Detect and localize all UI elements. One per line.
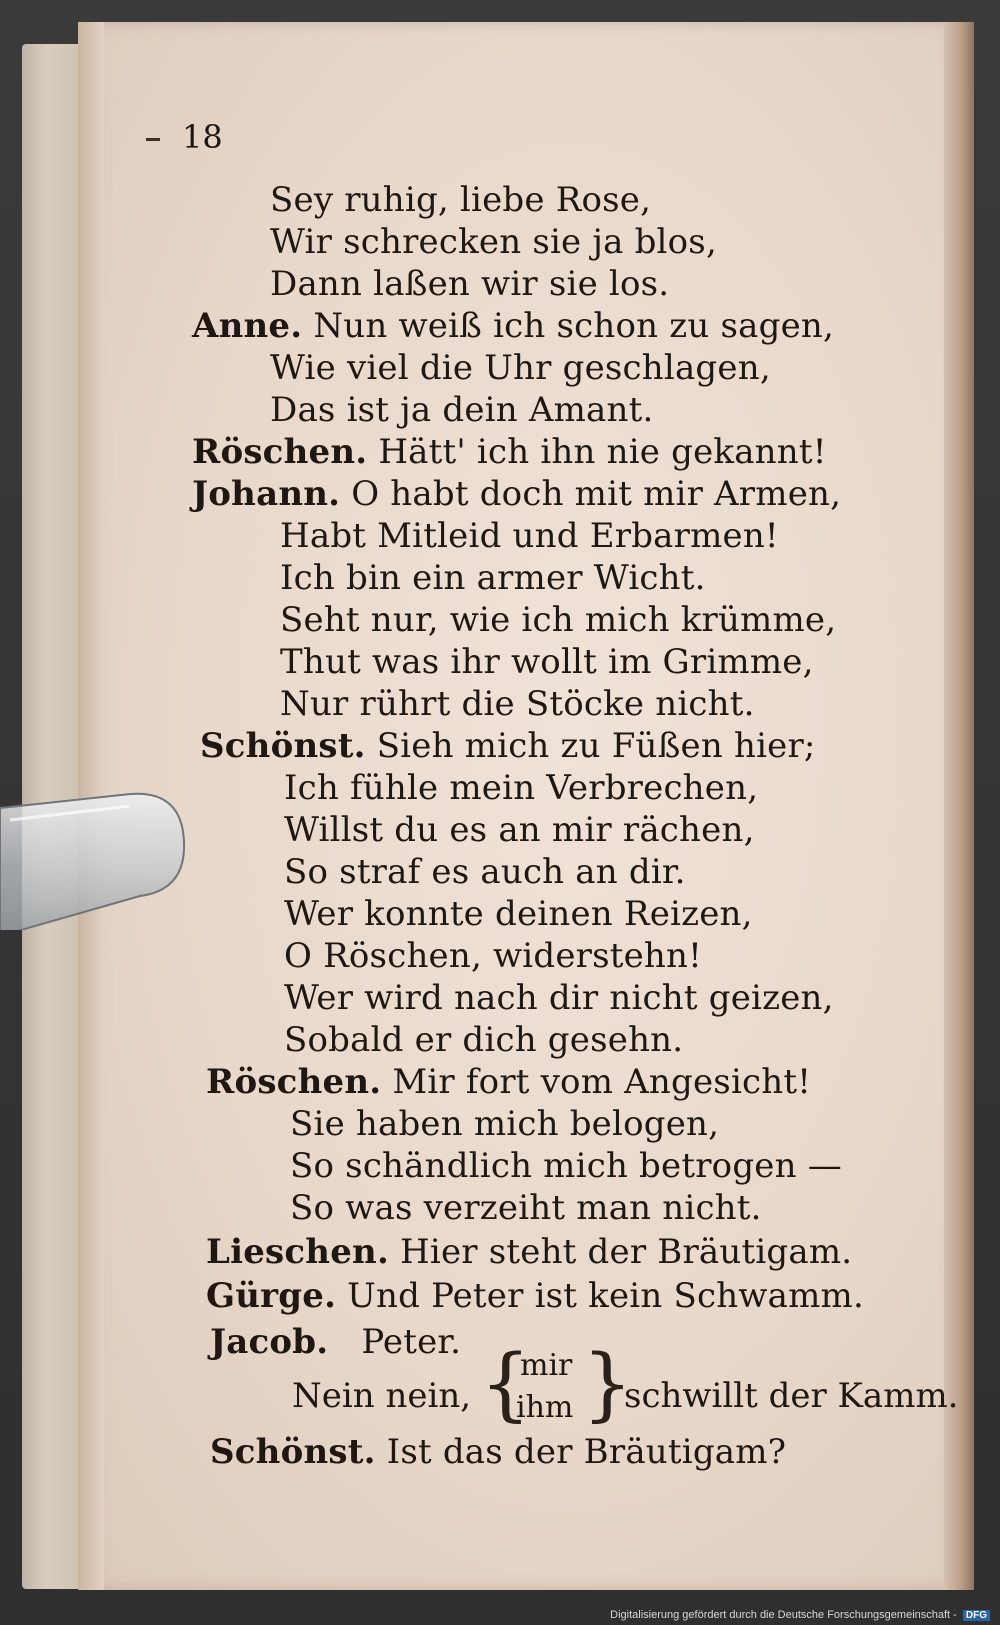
- verse-line: [284, 1020, 683, 1060]
- line-text: Hier steht der Bräutigam.: [400, 1232, 853, 1272]
- page-holder-clip: [0, 790, 186, 930]
- line-text: So schändlich mich betrogen —: [290, 1146, 842, 1186]
- line-text: Wir schrecken sie ja blos,: [270, 222, 717, 262]
- verse-line: [206, 1232, 852, 1272]
- line-text: Thut was ihr wollt im Grimme,: [280, 642, 814, 682]
- verse-line: [290, 1188, 762, 1228]
- verse-line: [192, 474, 841, 514]
- line-text: O habt doch mit mir Armen,: [351, 474, 842, 514]
- right-brace: }: [582, 1337, 633, 1430]
- line-text: Habt Mitleid und Erbarmen!: [280, 516, 779, 556]
- speaker-name: Röschen.: [206, 1062, 382, 1102]
- line-text: Wer konnte deinen Reizen,: [284, 894, 753, 934]
- line-text: Wer wird nach dir nicht geizen,: [284, 978, 834, 1018]
- verse-line: [280, 684, 755, 724]
- speaker-name: Gürge.: [206, 1276, 337, 1316]
- verse-line: [284, 936, 702, 976]
- line-text: So was verzeiht man nicht.: [290, 1188, 762, 1228]
- verse-line: [270, 264, 669, 304]
- verse-line: [280, 516, 779, 556]
- verse-line: [270, 348, 771, 388]
- speaker-name: Johann.: [192, 474, 341, 514]
- verse-line: [284, 810, 755, 850]
- verse-line: [200, 726, 816, 766]
- speaker-name: Anne.: [192, 306, 303, 346]
- line-text: Ich bin ein armer Wicht.: [280, 558, 706, 598]
- verse-line: [284, 894, 753, 934]
- verse-line: [280, 558, 706, 598]
- speaker-name: Lieschen.: [206, 1232, 390, 1272]
- line-text: Peter.: [361, 1322, 462, 1362]
- speaker-name: Schönst.: [210, 1432, 376, 1472]
- line-text: Nur rührt die Stöcke nicht.: [280, 684, 755, 724]
- verse-line: [280, 600, 836, 640]
- brace-option-bottom: ihm: [516, 1390, 574, 1425]
- line-text: Sie haben mich belogen,: [290, 1104, 720, 1144]
- verse-line: [284, 978, 834, 1018]
- left-brace: {: [480, 1337, 531, 1430]
- dfg-badge: DFG: [963, 1610, 990, 1621]
- line-text: Seht nur, wie ich mich krümme,: [280, 600, 837, 640]
- verse-line: [290, 1104, 719, 1144]
- speaker-name: Röschen.: [192, 432, 368, 472]
- line-text: Sey ruhig, liebe Rose,: [270, 180, 652, 220]
- verse-line: [284, 768, 758, 808]
- verse-line: [284, 852, 686, 892]
- verse-line: [270, 222, 717, 262]
- digitization-credit: Digitalisierung gefördert durch die Deutsche Forschungsgemeinschaft - DFG: [610, 1609, 990, 1621]
- line-text: Das ist ja dein Amant.: [270, 390, 654, 430]
- verse-line: [192, 432, 827, 472]
- credit-text: Digitalisierung gefördert durch die Deutsche Forschungsgemeinschaft: [610, 1609, 951, 1621]
- page-number: 18: [182, 118, 223, 156]
- verse-line-last: [210, 1432, 786, 1472]
- brace-option-top: mir: [520, 1348, 573, 1383]
- speaker-name: Schönst.: [200, 726, 366, 766]
- speaker-name: Jacob.: [210, 1322, 329, 1362]
- brace-suffix: schwillt der Kamm.: [624, 1376, 959, 1416]
- line-text: Ist das der Bräutigam?: [386, 1432, 787, 1472]
- verse-line: [280, 642, 814, 682]
- verse-line: [206, 1276, 864, 1316]
- line-text: Dann laßen wir sie los.: [270, 264, 670, 304]
- line-text: Ich fühle mein Verbrechen,: [284, 768, 759, 808]
- line-text: Wie viel die Uhr geschlagen,: [270, 348, 771, 388]
- line-text: O Röschen, widerstehn!: [284, 936, 702, 976]
- line-text: Sieh mich zu Füßen hier;: [376, 726, 816, 766]
- verse-line: [290, 1146, 842, 1186]
- line-text: Nun weiß ich schon zu sagen,: [313, 306, 834, 346]
- verse-line: [270, 390, 654, 430]
- line-text: So straf es auch an dir.: [284, 852, 686, 892]
- brace-prefix: Nein nein,: [292, 1376, 472, 1416]
- line-text: Hätt' ich ihn nie gekannt!: [378, 432, 827, 472]
- verse-line: [206, 1062, 811, 1102]
- line-text: Mir fort vom Angesicht!: [392, 1062, 812, 1102]
- line-text: Willst du es an mir rächen,: [284, 810, 755, 850]
- verse-line: [270, 180, 651, 220]
- line-text: Sobald er dich gesehn.: [284, 1020, 684, 1060]
- line-text: Und Peter ist kein Schwamm.: [347, 1276, 864, 1316]
- verse-line: [192, 306, 834, 346]
